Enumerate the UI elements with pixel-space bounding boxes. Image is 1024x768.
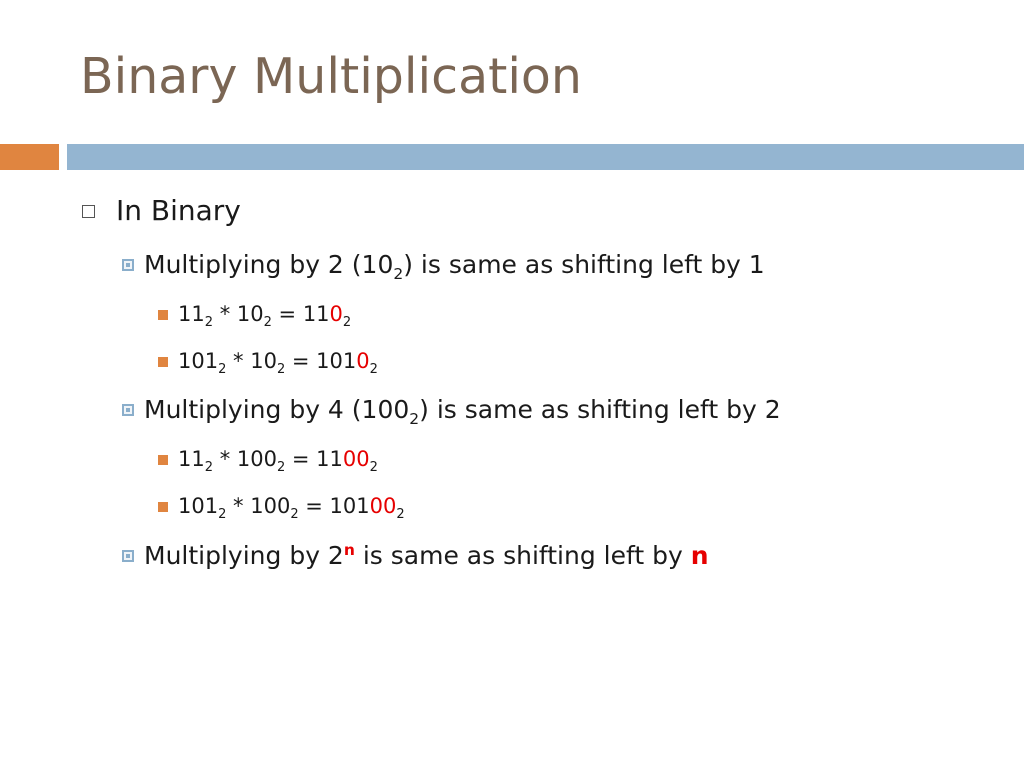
text-segment: 11 <box>178 302 205 326</box>
highlighted-text: 00 <box>369 494 397 518</box>
subscript-text: 2 <box>290 506 299 522</box>
text-segment: * 100 <box>226 494 291 518</box>
slide-title: Binary Multiplication <box>80 48 582 105</box>
subscript-text: 2 <box>218 506 227 522</box>
bullet-level-3 <box>158 349 378 377</box>
bullet-text <box>178 494 405 522</box>
text-segment: 11 <box>178 447 205 471</box>
framed-square-bullet-icon <box>122 550 134 562</box>
superscript-text: n <box>343 541 355 560</box>
title-rule-blue <box>67 144 1024 170</box>
bullet-text <box>144 543 709 568</box>
text-segment: is same as shifting left by <box>354 541 691 570</box>
title-rule-orange <box>0 144 59 170</box>
highlighted-text: 0 <box>356 349 370 373</box>
bullet-text <box>144 395 781 428</box>
bullet-level-2 <box>122 395 781 428</box>
text-segment: Multiplying by 2 (10 <box>144 250 394 279</box>
orange-square-bullet-icon <box>158 502 168 512</box>
text-segment: 101 <box>178 349 219 373</box>
text-segment: Multiplying by 4 (100 <box>144 395 410 424</box>
bullet-text <box>144 250 765 283</box>
subscript-text: 2 <box>369 361 378 377</box>
framed-square-bullet-icon <box>122 259 134 271</box>
subscript-text: 2 <box>396 506 405 522</box>
subscript-text: 2 <box>276 361 286 377</box>
highlighted-text: 0 <box>329 302 343 326</box>
subscript-text: 2 <box>276 459 286 475</box>
text-segment: ) is same as shifting left by 1 <box>403 250 765 279</box>
text-segment: * 10 <box>213 302 264 326</box>
subscript-text: 2 <box>204 459 214 475</box>
subscript-text: 2 <box>218 361 227 377</box>
bullet-text <box>116 194 241 227</box>
text-segment: = 11 <box>271 302 330 326</box>
highlighted-text: 00 <box>342 447 370 471</box>
hollow-square-bullet-icon <box>82 205 95 218</box>
orange-square-bullet-icon <box>158 357 168 367</box>
text-segment: ) is same as shifting left by 2 <box>419 395 781 424</box>
orange-square-bullet-icon <box>158 310 168 320</box>
subscript-text: 2 <box>342 314 352 330</box>
bullet-level-2 <box>122 250 765 283</box>
subscript-text: 2 <box>369 459 378 475</box>
subscript-text: 2 <box>204 314 214 330</box>
bullet-level-2 <box>122 543 709 568</box>
subscript-text: 2 <box>409 409 420 428</box>
text-segment: 101 <box>178 494 219 518</box>
text-segment: In Binary <box>116 194 241 227</box>
text-segment: * 10 <box>226 349 277 373</box>
bullet-text <box>178 447 378 475</box>
subscript-text: 2 <box>393 264 404 283</box>
subscript-text: 2 <box>263 314 272 330</box>
text-segment: = 101 <box>298 494 370 518</box>
text-segment: * 100 <box>213 447 277 471</box>
bullet-level-3 <box>158 447 378 475</box>
bullet-text <box>178 349 378 377</box>
framed-square-bullet-icon <box>122 404 134 416</box>
bullet-text <box>178 302 352 330</box>
highlighted-text: n <box>690 541 709 570</box>
bullet-level-1 <box>82 194 241 227</box>
text-segment: Multiplying by 2 <box>144 541 344 570</box>
text-segment: = 11 <box>285 447 343 471</box>
bullet-level-3 <box>158 494 405 522</box>
text-segment: = 101 <box>285 349 357 373</box>
orange-square-bullet-icon <box>158 455 168 465</box>
bullet-level-3 <box>158 302 352 330</box>
